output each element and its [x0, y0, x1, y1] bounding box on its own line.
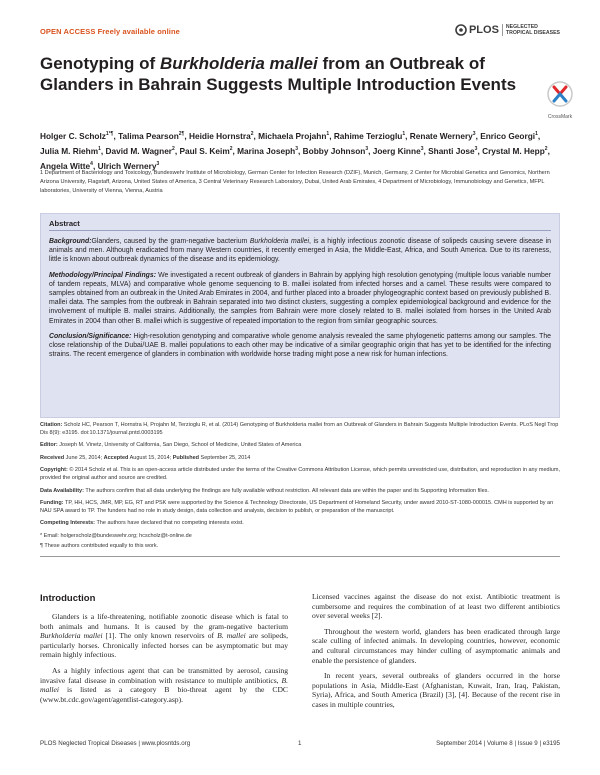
author-name: Holger C. Scholz — [40, 130, 106, 141]
competing-label: Competing Interests: — [40, 520, 96, 527]
abstract-methods — [49, 271, 551, 326]
published-text: September 25, 2014 — [199, 454, 251, 461]
author-affiliation-mark: 2¶ — [178, 131, 185, 137]
author-name: Ulrich Wernery — [97, 160, 157, 171]
author-name: Michaela Projahn — [258, 130, 327, 141]
equal-contribution-note: ¶ These authors contributed equally to this work. — [40, 542, 159, 549]
p1-italic2: B. mallei — [217, 631, 246, 641]
open-access-text: OPEN ACCESS Freely available online — [40, 27, 180, 36]
author-affiliation-mark: 3 — [472, 131, 476, 137]
abstract-divider — [49, 230, 551, 231]
introduction-heading: Introduction — [40, 593, 96, 604]
plos-logo-icon — [455, 24, 467, 36]
citation-text: Scholz HC, Pearson T, Hornstra H, Projahn M, Terzioglu R, et al. (2014) Genotyping of Burkholderia mallei from an Outbreak of Glanders in Bahrain Suggests Multiple Introduction Events. PLoS Negl Trop Dis 8(9): e3195. doi:10.1371/journal.pntd.0003195 — [40, 422, 559, 436]
author-name: Talima Pearson — [118, 130, 179, 141]
background-italic: Burkholderia mallei — [249, 238, 310, 245]
author-affiliation-mark: 3 — [156, 160, 160, 167]
body-column-right — [312, 592, 560, 716]
p1-text3: are solipeds, particularly horses. Chronically infected horses can be asymptomatic but may remain highly infectious. — [40, 631, 289, 660]
plos-logo-sub-line2: TROPICAL DISEASES — [505, 30, 560, 36]
article-title — [40, 53, 545, 95]
article-metadata — [40, 422, 560, 557]
footer-issue: September 2014 | Volume 8 | Issue 9 | e3195 — [436, 740, 560, 747]
conclusion-text: High-resolution genotyping and comparative whole genome analysis revealed the same phylogenetic patterns among our samples. The close relationship of the Dubai/UAE B. mallei populations to each other may be indicative of a similar geographic origin that has yet to be identified for the infecting strains. The recent emergence of glanders in combination with worldwide horse trading might pose a new risk for human infections. — [49, 332, 551, 359]
abstract-heading: Abstract — [49, 219, 80, 228]
received-text: June 25, 2014; — [64, 454, 104, 461]
p1-text2: [1]. The only known reservoirs of — [102, 631, 218, 641]
citation — [40, 422, 560, 437]
conclusion-label: Conclusion/Significance: — [49, 332, 132, 340]
abstract-box — [40, 213, 560, 418]
accepted-label: Accepted — [103, 454, 129, 461]
citation-label: Citation: — [40, 422, 63, 428]
author-affiliation-mark: 2 — [250, 131, 254, 137]
accepted-text: August 15, 2014; — [128, 454, 173, 461]
author-name: Crystal M. Hepp — [482, 145, 545, 156]
author-affiliation-mark: 3 — [474, 145, 478, 152]
author-affiliation-mark: 1 — [402, 131, 406, 137]
footer-page-number: 1 — [298, 740, 302, 747]
copyright — [40, 467, 560, 482]
author-affiliation-mark: 2 — [544, 145, 548, 152]
author-list: Holger C. Scholz$^{1*\P}$, Talima Pearson$^{2\P}$, Heidie Hornstra$^2$, Michaela Projahn$^1$, Rahime Terzioglu$^1$, Renate Wernery$^3$, Enrico Georgi$^1$, Julia M. Riehm$^1$, David M. Wagner$^2$, Paul S. Keim$^2$, Marina Joseph$^3$, Bobby Johnson$^3$, Joerg Kinne$^3$, Shanti Jose$^3$, Crystal M. Hepp$^2$, Angela Witte$^4$, Ulrich Wernery$^3$ — [40, 130, 550, 171]
p2-italic: B. mallei — [40, 675, 288, 695]
crossmark-badge[interactable] — [540, 80, 580, 120]
funding-text: TP, HH, HCS, JMR, MP, EG, RT and PSK were supported by the Science & Technology Directorate, US Department of Homeland Security, under award 2010-ST-1080-000015. CMH is supported by an NAU SPA award to TP. The funders had no role in study design, data collection and analysis, decision to publish, or preparation of the manuscript. — [40, 500, 554, 514]
author-name: Bobby Johnson — [302, 145, 366, 156]
page-footer — [40, 740, 560, 750]
intro-paragraph-1 — [40, 612, 288, 660]
p2-text2: is listed as a category B bio-threat agent by the CDC (www.bt.cdc.gov/agent/agentlist-category.asp). — [40, 685, 288, 704]
author-name: Rahime Terzioglu — [333, 130, 403, 141]
author-name: David M. Wagner — [105, 145, 173, 156]
intro-paragraph-3: Licensed vaccines against the disease do not exist. Antibiotic treatment is cumbersome and requires the combination of at least two different antibiotics over several weeks [2]. — [312, 592, 560, 621]
methods-label: Methodology/Principal Findings: — [49, 271, 156, 279]
crossmark-label: CrossMark — [547, 114, 573, 120]
background-text2: , is a highly infectious zoonotic disease of solipeds causing severe disease in animals and men. Although eradicated from many Western countries, it recently emerged in Asia, the Middle-East, Africa, and South America. Due to its rareness, little is known about outbreak dynamics of the disease and its epidemiology. — [49, 238, 551, 264]
footer-journal: PLOS Neglected Tropical Diseases | www.plosntds.org — [40, 740, 191, 747]
competing-text: The authors have declared that no competing interests exist. — [95, 520, 244, 527]
published-label: Published — [172, 454, 199, 461]
metadata-divider — [40, 556, 560, 557]
received-label: Received — [40, 454, 65, 461]
p1-text1: Glanders is a life-threatening, notifiable zoonotic disease which is fatal to both animals and humans. It is caused by the gram-negative bacterium — [40, 612, 288, 631]
editor-text: Joseph M. Vinetz, University of California, San Diego, School of Medicine, United States of America — [57, 442, 302, 449]
author-affiliation-mark: 3 — [295, 145, 299, 152]
data-availability — [40, 488, 560, 496]
competing-interests — [40, 520, 560, 528]
intro-paragraph-2 — [40, 666, 288, 704]
p2-text1: As a highly infectious agent that can be transmitted by aerosol, causing invasive fatal disease in combination with resistance to multiple antibiotics, — [40, 665, 288, 685]
author-affiliation-mark: 1*¶ — [105, 131, 114, 137]
author-name: Joerg Kinne — [372, 145, 421, 156]
intro-paragraph-4: Throughout the western world, glanders has been eradicated through large scale culling of infected animals. In developing countries, however, economic and cultural circumstances may hinder culling of asymptomatic animals and enable the persistence of glanders. — [312, 626, 560, 665]
author-name: Julia M. Riehm — [40, 145, 99, 156]
intro-paragraph-5: In recent years, several outbreaks of glanders occurred in the horse populations in Asia, Middle-East (Afghanistan, Kuwait, Iran, Iraq, Pakistan, Syria), Africa, and South America (Brazil) [3], [4]. Because of the recent rise in cases in multiple countries, — [312, 671, 560, 709]
editor-label: Editor: — [40, 442, 58, 449]
background-text1: Glanders, caused by the gram-negative bacterium — [91, 238, 250, 245]
plos-ntds-logo — [455, 24, 560, 36]
funding-label: Funding: — [40, 500, 64, 507]
author-affiliation-mark: 3 — [365, 145, 369, 152]
author-name: Shanti Jose — [428, 145, 475, 156]
funding — [40, 500, 560, 515]
data-availability-text: The authors confirm that all data underlying the findings are fully available without restriction. All relevant data are within the paper and its Supporting Information files. — [83, 487, 489, 494]
copyright-label: Copyright: — [40, 467, 68, 474]
dates — [40, 455, 560, 463]
author-affiliation-mark: 4 — [90, 160, 93, 167]
author-affiliation-mark: 2 — [229, 145, 233, 152]
author-name: Angela Witte — [40, 160, 91, 171]
title-part1: Genotyping of — [40, 54, 160, 73]
background-label: Background: — [49, 238, 92, 245]
author-name: Paul S. Keim — [179, 145, 230, 156]
author-name: Marina Joseph — [237, 145, 296, 156]
title-part2: from an Outbreak of Glanders in Bahrain Suggests Multiple Introduction Events — [40, 54, 517, 94]
p1-italic1: Burkholderia mallei — [40, 631, 103, 641]
abstract-conclusion — [49, 332, 551, 360]
plos-logo-word: PLOS — [468, 24, 499, 36]
crossmark-icon — [546, 80, 574, 108]
author-affiliation-mark: 3 — [420, 145, 424, 152]
author-affiliation-mark: 1 — [326, 131, 330, 137]
data-availability-label: Data Availability: — [40, 487, 84, 494]
methods-text: We investigated a recent outbreak of glanders in Bahrain by applying high resolution genotyping (multiple locus variable number of tandem repeats, MLVA) and comparative whole genome sequencing to B. mallei isolated from infected horses and a camel. These results were compared to samples obtained from an outbreak in the United Arab Emirates in 2004, and further placed into a broader phylogeographic context based on previously published B. mallei data. The samples from the outbreak in Bahrain separated into two distinct clusters, suggesting a complex epidemiological background and evidence for the involvement of multiple B. mallei strains. Additionally, the samples from Bahrain were more closely related to B. mallei isolated from horses in the United Arab Emirates in 2004 than other B. mallei which is suggestive of repeated importation to the region from similar geographic sources. — [49, 271, 551, 325]
open-access-label — [40, 27, 180, 36]
plos-logo-sub-line1: NEGLECTED — [505, 24, 538, 30]
author-name: Renate Wernery — [409, 130, 473, 141]
author-affiliation-mark: 1 — [535, 131, 538, 137]
corresponding-email: * Email: holgerscholz@bundeswehr.org; hcscholz@t-online.de — [40, 532, 192, 539]
author-name: Heidie Hornstra — [188, 130, 251, 141]
author-name: Enrico Georgi — [480, 130, 536, 141]
body-column-left — [40, 612, 288, 710]
author-affiliation-mark: 2 — [172, 145, 175, 152]
copyright-text: © 2014 Scholz et al. This is an open-access article distributed under the terms of the Creative Commons Attribution License, which permits unrestricted use, distribution, and reproduction in any medium, provided the original author and source are credited. — [40, 467, 560, 481]
affiliations: 1 Department of Bacteriology and Toxicology, Bundeswehr Institute of Microbiology, German Center for Infection Research (DZIF), Munich, Germany, 2 Center for Microbial Genetics and Genomics, Northern Arizona University, Flagstaff, Arizona, United States of America, 3 Central Veterinary Research Laboratory, Dubai, United Arab Emirates, 4 Department of Microbiology, Immunobiology and Genetics, MFPL laboratories, University of Vienna, Vienna, Austria — [40, 170, 550, 194]
title-italic: Burkholderia mallei — [159, 54, 318, 73]
abstract-background — [49, 237, 551, 265]
author-affiliation-mark: 1 — [98, 145, 101, 152]
editor — [40, 442, 560, 450]
plos-logo-subtitle — [502, 24, 560, 36]
journal-header — [40, 24, 560, 41]
